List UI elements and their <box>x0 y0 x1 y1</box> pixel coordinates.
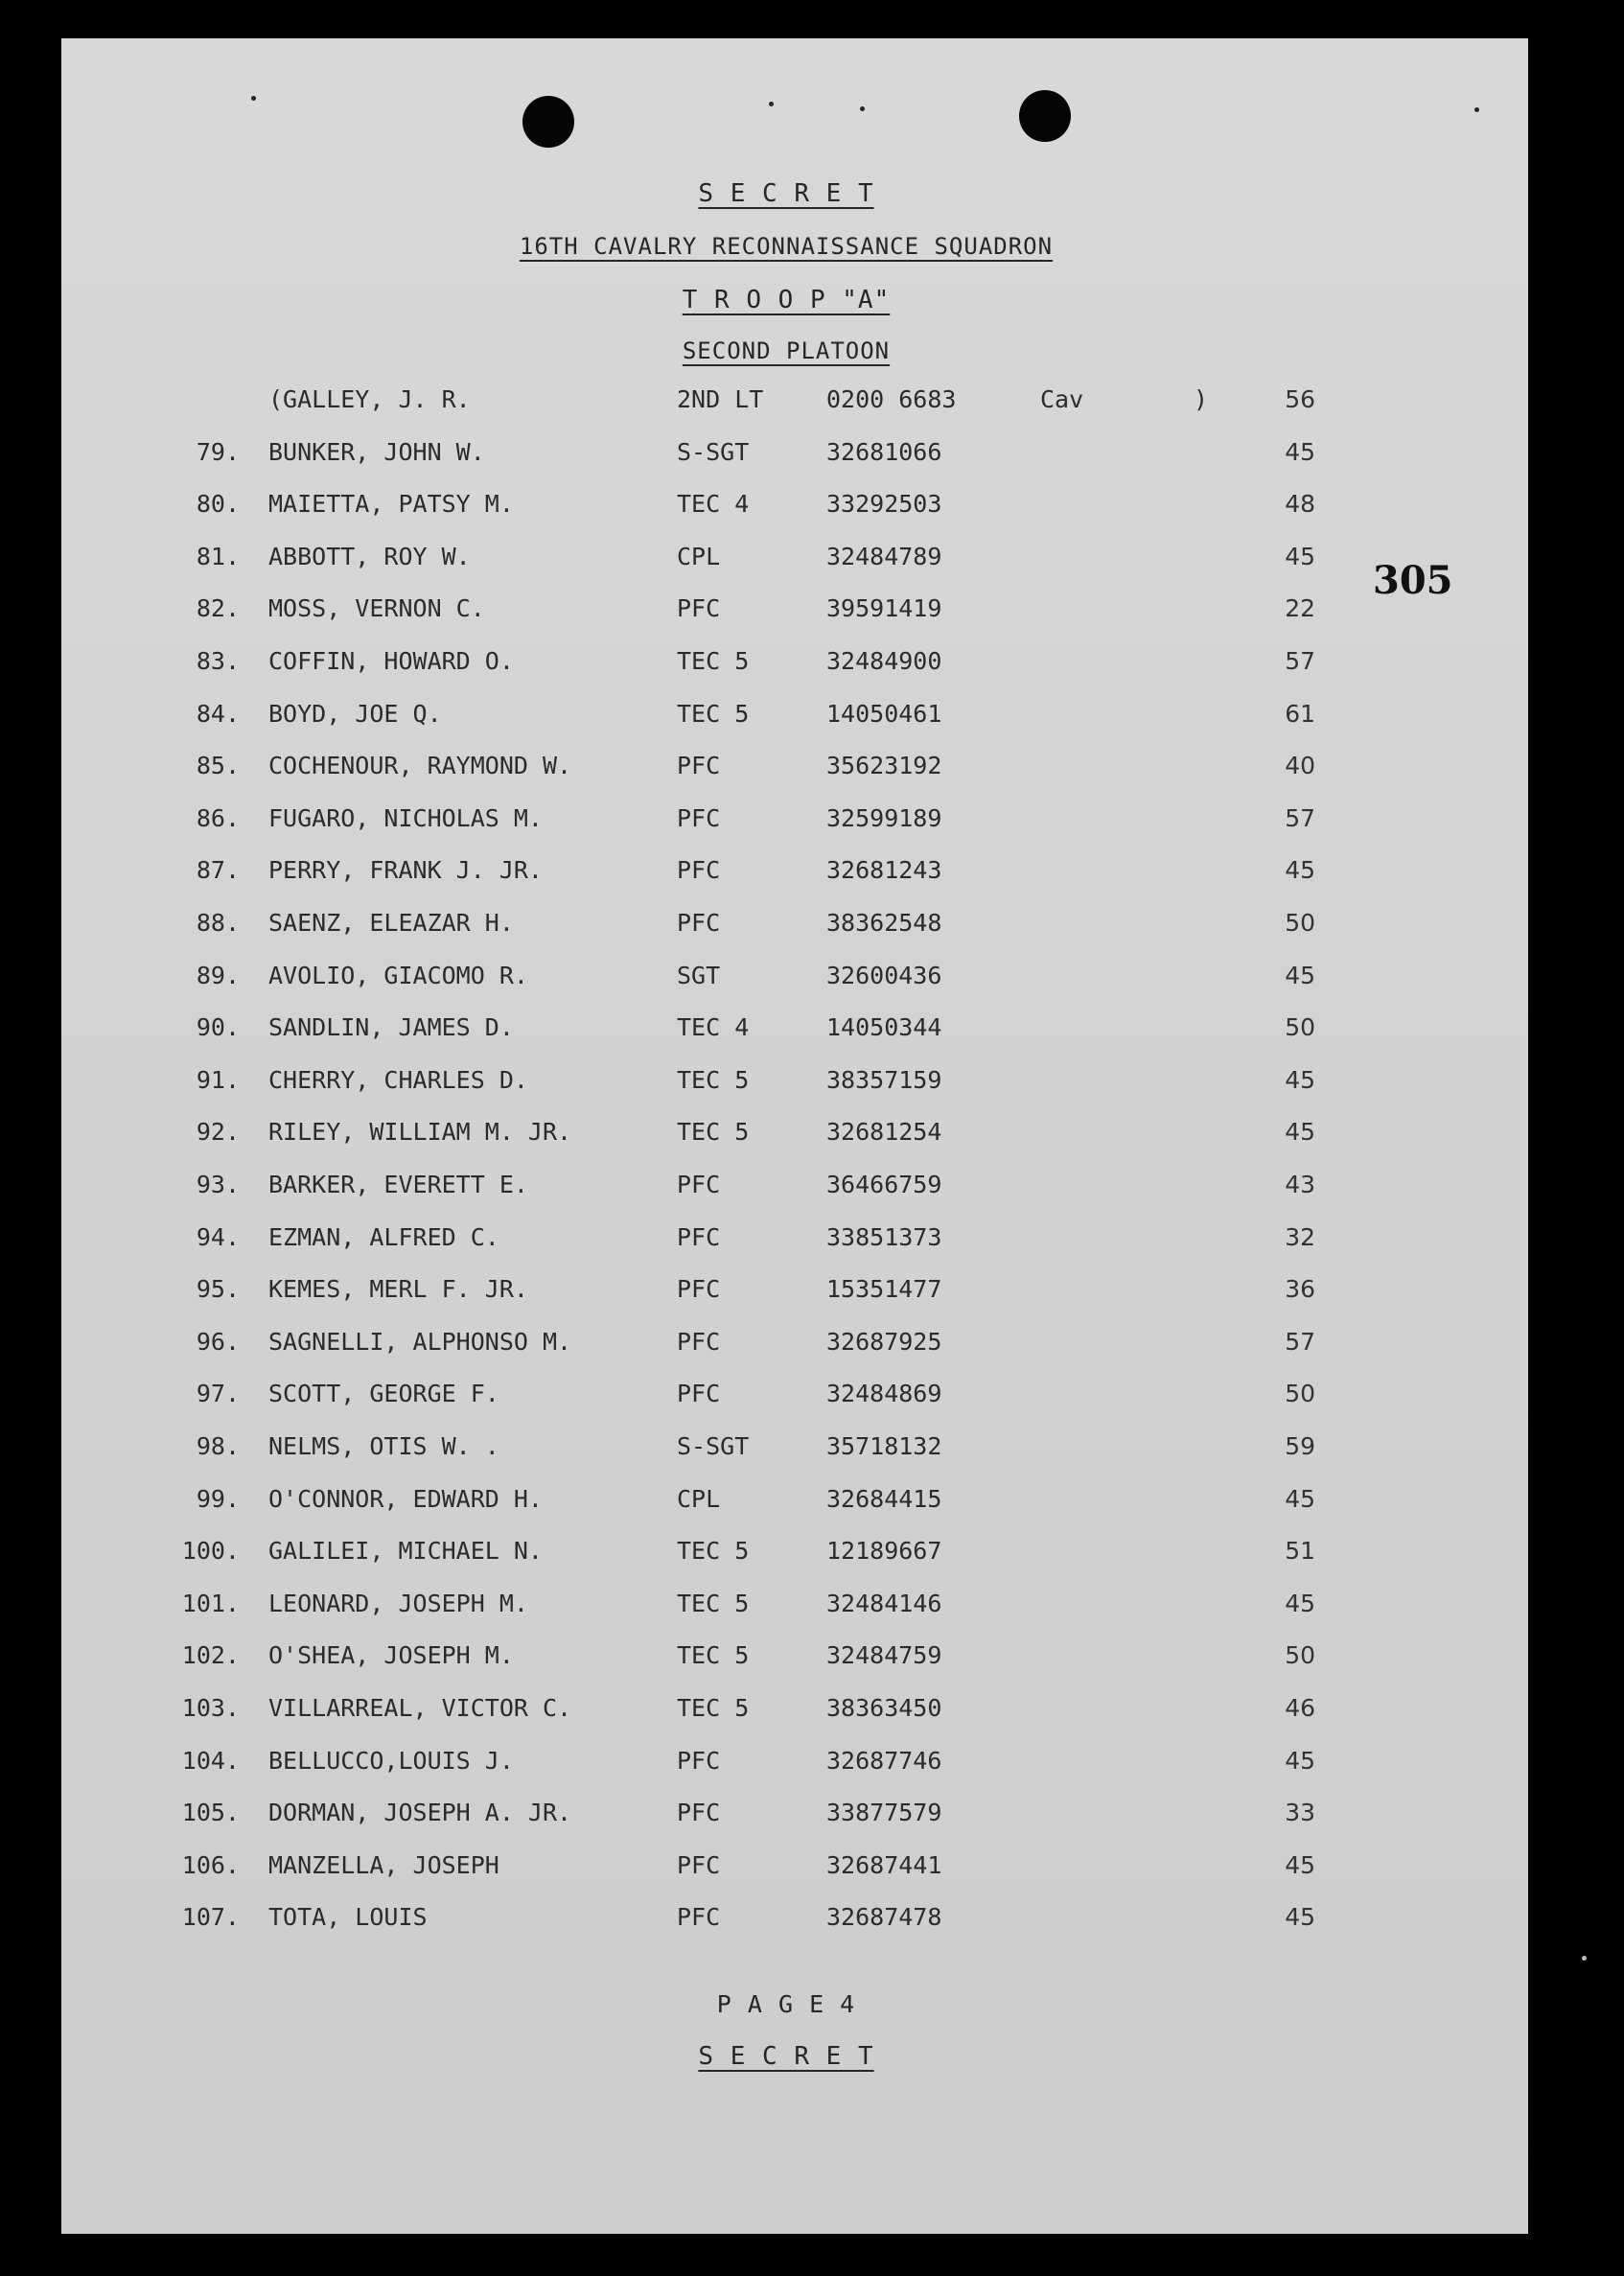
person-rank: PFC <box>677 1275 721 1303</box>
serial-number: 35718132 <box>826 1432 942 1460</box>
score-value: 50 <box>1285 1380 1315 1407</box>
serial-number: 33851373 <box>826 1223 942 1251</box>
roster-row <box>0 1275 1624 1313</box>
person-rank: PFC <box>677 1223 721 1251</box>
person-rank: CPL <box>677 543 721 570</box>
row-number: 88. <box>196 909 240 937</box>
roster-row <box>0 1537 1624 1575</box>
speck <box>1474 107 1479 112</box>
speck <box>1582 1956 1587 1961</box>
speck <box>769 102 774 106</box>
serial-number: 32484900 <box>826 647 942 675</box>
person-rank: 2ND LT <box>677 385 764 413</box>
roster-row <box>0 1851 1624 1890</box>
person-name: FUGARO, NICHOLAS M. <box>268 804 543 832</box>
person-rank: TEC 5 <box>677 1641 750 1669</box>
roster-row <box>0 385 1624 424</box>
serial-number: 32687478 <box>826 1903 942 1931</box>
roster-row <box>0 1694 1624 1732</box>
person-name: BUNKER, JOHN W. <box>268 438 485 466</box>
person-rank: SGT <box>677 962 721 989</box>
person-name: TOTA, LOUIS <box>268 1903 428 1931</box>
person-rank: PFC <box>677 804 721 832</box>
roster-row <box>0 490 1624 528</box>
serial-number: 39591419 <box>826 594 942 622</box>
roster-row <box>0 856 1624 894</box>
page-number: P A G E 4 <box>716 1990 856 2018</box>
score-value: 45 <box>1285 1851 1315 1879</box>
person-rank: PFC <box>677 1171 721 1198</box>
roster-row <box>0 909 1624 947</box>
serial-number: 32681243 <box>826 856 942 884</box>
person-name: O'SHEA, JOSEPH M. <box>268 1641 514 1669</box>
score-value: 33 <box>1285 1799 1315 1826</box>
person-rank: S-SGT <box>677 1432 750 1460</box>
row-number: 101. <box>181 1590 240 1617</box>
speck <box>860 106 865 111</box>
person-rank: PFC <box>677 909 721 937</box>
score-value: 45 <box>1285 543 1315 570</box>
person-rank: TEC 5 <box>677 700 750 728</box>
person-name: LEONARD, JOSEPH M. <box>268 1590 528 1617</box>
serial-number: 33877579 <box>826 1799 942 1826</box>
roster-row <box>0 1799 1624 1837</box>
serial-number: 14050344 <box>826 1013 942 1041</box>
person-name: MAIETTA, PATSY M. <box>268 490 514 518</box>
person-name: DORMAN, JOSEPH A. JR. <box>268 1799 572 1826</box>
serial-number: 36466759 <box>826 1171 942 1198</box>
person-rank: TEC 5 <box>677 1590 750 1617</box>
score-value: 48 <box>1285 490 1315 518</box>
person-name: COCHENOUR, RAYMOND W. <box>268 752 572 779</box>
row-number: 89. <box>196 962 240 989</box>
person-name: PERRY, FRANK J. JR. <box>268 856 543 884</box>
row-number: 93. <box>196 1171 240 1198</box>
score-value: 56 <box>1285 385 1315 413</box>
punch-hole-left <box>522 96 574 148</box>
page-stamp-number: 305 <box>1373 558 1453 603</box>
roster-row <box>0 1903 1624 1941</box>
roster-row <box>0 1171 1624 1209</box>
serial-number: 32684415 <box>826 1485 942 1513</box>
row-number: 105. <box>181 1799 240 1826</box>
closing-paren: ) <box>1194 385 1209 413</box>
person-rank: PFC <box>677 1380 721 1407</box>
roster-row <box>0 1590 1624 1628</box>
classification-footer: S E C R E T <box>698 2042 874 2071</box>
roster-row <box>0 1380 1624 1418</box>
person-name: (GALLEY, J. R. <box>268 385 471 413</box>
roster-row <box>0 1013 1624 1052</box>
score-value: 45 <box>1285 1066 1315 1094</box>
serial-number: 32484759 <box>826 1641 942 1669</box>
row-number: 87. <box>196 856 240 884</box>
serial-number: 35623192 <box>826 752 942 779</box>
person-name: GALILEI, MICHAEL N. <box>268 1537 543 1565</box>
person-rank: TEC 4 <box>677 490 750 518</box>
row-number: 80. <box>196 490 240 518</box>
row-number: 94. <box>196 1223 240 1251</box>
serial-number: 38362548 <box>826 909 942 937</box>
person-name: NELMS, OTIS W. . <box>268 1432 499 1460</box>
serial-number: 32687925 <box>826 1328 942 1356</box>
roster-row <box>0 594 1624 633</box>
row-number: 107. <box>181 1903 240 1931</box>
score-value: 57 <box>1285 804 1315 832</box>
score-value: 45 <box>1285 856 1315 884</box>
score-value: 40 <box>1285 752 1315 779</box>
speck <box>251 96 256 101</box>
unit-title: 16TH CAVALRY RECONNAISSANCE SQUADRON <box>519 233 1054 260</box>
roster-row <box>0 1223 1624 1262</box>
score-value: 57 <box>1285 1328 1315 1356</box>
serial-number: 32687441 <box>826 1851 942 1879</box>
score-value: 45 <box>1285 1747 1315 1775</box>
person-rank: S-SGT <box>677 438 750 466</box>
score-value: 50 <box>1285 1641 1315 1669</box>
roster-row <box>0 1485 1624 1523</box>
row-number: 106. <box>181 1851 240 1879</box>
score-value: 45 <box>1285 438 1315 466</box>
person-name: SAGNELLI, ALPHONSO M. <box>268 1328 572 1356</box>
score-value: 61 <box>1285 700 1315 728</box>
person-name: SCOTT, GEORGE F. <box>268 1380 499 1407</box>
serial-number: 32484869 <box>826 1380 942 1407</box>
serial-number: 32484146 <box>826 1590 942 1617</box>
person-rank: PFC <box>677 594 721 622</box>
person-name: MANZELLA, JOSEPH <box>268 1851 499 1879</box>
row-number: 97. <box>196 1380 240 1407</box>
roster-row <box>0 804 1624 843</box>
person-rank: TEC 4 <box>677 1013 750 1041</box>
serial-number: 32687746 <box>826 1747 942 1775</box>
roster-row <box>0 438 1624 476</box>
branch: Cav <box>1040 385 1084 413</box>
serial-number: 38363450 <box>826 1694 942 1722</box>
serial-number: 32599189 <box>826 804 942 832</box>
person-name: CHERRY, CHARLES D. <box>268 1066 528 1094</box>
serial-number: 32484789 <box>826 543 942 570</box>
row-number: 79. <box>196 438 240 466</box>
row-number: 103. <box>181 1694 240 1722</box>
person-name: O'CONNOR, EDWARD H. <box>268 1485 543 1513</box>
roster-row <box>0 1328 1624 1366</box>
roster-row <box>0 1432 1624 1471</box>
serial-number: 38357159 <box>826 1066 942 1094</box>
score-value: 59 <box>1285 1432 1315 1460</box>
person-name: EZMAN, ALFRED C. <box>268 1223 499 1251</box>
person-rank: PFC <box>677 1903 721 1931</box>
row-number: 104. <box>181 1747 240 1775</box>
row-number: 82. <box>196 594 240 622</box>
score-value: 45 <box>1285 1903 1315 1931</box>
person-name: ABBOTT, ROY W. <box>268 543 471 570</box>
row-number: 84. <box>196 700 240 728</box>
score-value: 36 <box>1285 1275 1315 1303</box>
person-rank: PFC <box>677 1328 721 1356</box>
person-name: VILLARREAL, VICTOR C. <box>268 1694 572 1722</box>
person-name: AVOLIO, GIACOMO R. <box>268 962 528 989</box>
score-value: 46 <box>1285 1694 1315 1722</box>
serial-number: 14050461 <box>826 700 942 728</box>
row-number: 91. <box>196 1066 240 1094</box>
score-value: 50 <box>1285 909 1315 937</box>
row-number: 99. <box>196 1485 240 1513</box>
row-number: 81. <box>196 543 240 570</box>
person-rank: PFC <box>677 1747 721 1775</box>
roster-row <box>0 543 1624 581</box>
person-name: BOYD, JOE Q. <box>268 700 442 728</box>
platoon-title: SECOND PLATOON <box>682 337 891 364</box>
row-number: 100. <box>181 1537 240 1565</box>
roster-row <box>0 1747 1624 1785</box>
serial-number: 32681254 <box>826 1118 942 1146</box>
row-number: 85. <box>196 752 240 779</box>
punch-hole-right <box>1019 90 1071 142</box>
person-name: SAENZ, ELEAZAR H. <box>268 909 514 937</box>
row-number: 83. <box>196 647 240 675</box>
roster-row <box>0 1118 1624 1156</box>
row-number: 90. <box>196 1013 240 1041</box>
person-rank: PFC <box>677 1799 721 1826</box>
person-name: COFFIN, HOWARD O. <box>268 647 514 675</box>
person-name: BELLUCCO,LOUIS J. <box>268 1747 514 1775</box>
serial-number: 0200 6683 <box>826 385 957 413</box>
person-name: SANDLIN, JAMES D. <box>268 1013 514 1041</box>
row-number: 102. <box>181 1641 240 1669</box>
row-number: 98. <box>196 1432 240 1460</box>
person-rank: TEC 5 <box>677 1694 750 1722</box>
roster-row <box>0 752 1624 790</box>
roster-row <box>0 700 1624 738</box>
roster-row <box>0 1641 1624 1680</box>
score-value: 32 <box>1285 1223 1315 1251</box>
person-name: KEMES, MERL F. JR. <box>268 1275 528 1303</box>
score-value: 22 <box>1285 594 1315 622</box>
person-rank: PFC <box>677 856 721 884</box>
score-value: 51 <box>1285 1537 1315 1565</box>
score-value: 45 <box>1285 1485 1315 1513</box>
troop-title: T R O O P "A" <box>682 286 891 314</box>
row-number: 96. <box>196 1328 240 1356</box>
person-rank: TEC 5 <box>677 1066 750 1094</box>
person-rank: PFC <box>677 752 721 779</box>
roster-row <box>0 647 1624 685</box>
row-number: 92. <box>196 1118 240 1146</box>
row-number: 86. <box>196 804 240 832</box>
serial-number: 12189667 <box>826 1537 942 1565</box>
serial-number: 32600436 <box>826 962 942 989</box>
person-name: BARKER, EVERETT E. <box>268 1171 528 1198</box>
row-number: 95. <box>196 1275 240 1303</box>
score-value: 45 <box>1285 1590 1315 1617</box>
person-name: MOSS, VERNON C. <box>268 594 485 622</box>
score-value: 45 <box>1285 1118 1315 1146</box>
roster-row <box>0 1066 1624 1104</box>
roster-row <box>0 962 1624 1000</box>
serial-number: 15351477 <box>826 1275 942 1303</box>
person-rank: TEC 5 <box>677 1537 750 1565</box>
person-rank: CPL <box>677 1485 721 1513</box>
score-value: 45 <box>1285 962 1315 989</box>
classification-header: S E C R E T <box>698 179 874 208</box>
serial-number: 32681066 <box>826 438 942 466</box>
score-value: 43 <box>1285 1171 1315 1198</box>
person-rank: TEC 5 <box>677 1118 750 1146</box>
score-value: 50 <box>1285 1013 1315 1041</box>
serial-number: 33292503 <box>826 490 942 518</box>
person-name: RILEY, WILLIAM M. JR. <box>268 1118 572 1146</box>
person-rank: TEC 5 <box>677 647 750 675</box>
person-rank: PFC <box>677 1851 721 1879</box>
score-value: 57 <box>1285 647 1315 675</box>
